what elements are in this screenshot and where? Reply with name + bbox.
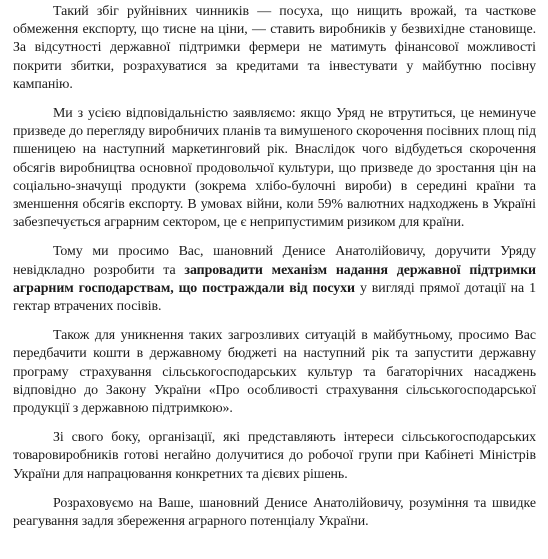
paragraph-closing: Розраховуємо на Вашe, шановний Денисе Анатолійовичу, розуміння та швидке реагування задля збереження аграрного потенціалу України.	[13, 495, 536, 530]
paragraph-drought-impact: Такий збіг руйнівних чинників — посуха, що нищить врожай, та часткове обмеження експорту, що тисне на ціни, — ставить виробників у безвихідне становище. За відсутності державної підтримки фермери не матимуть фінансової можливості покрити збитки, розрахуватися за кредитами та інвестувати у майбутню посівну кампанію.	[13, 4, 536, 92]
paragraph-request-support	[13, 243, 536, 316]
paragraph-working-group: Зі свого боку, організації, які представляють інтереси сільськогосподарських товаровиробників готові негайно долучитися до робочої групи при Кабінеті Міністрів України для напрацювання конкретних та дієвих рішень.	[13, 430, 536, 482]
request-text-start: Тому ми просимо Вас, шановний Денисе Анатолійовичу, доручити Уряду невідкладно розробити та	[13, 244, 536, 278]
paragraph-government-warning: Ми з усією відповідальністю заявляємо: якщо Уряд не втрутиться, це неминуче призведе до перегляду виробничих планів та вимушеного скорочення посівних площ під пшеницею на наступний маркетинговий рік. Внаслідок чого відбудеться скорочення обсягів виробництва основної продовольчої культури, що призведе до зростання цін на соціально-значущі продукти (зокрема хлібо-булочні вироби) в середині країни та зменшення обсягів експорту. В умовах війни, коли 59% валютних надходжень в Україні забезпечується аграрним сектором, це є неприпустимим ризиком для країни.	[13, 106, 536, 231]
request-text-end: у вигляді прямої дотації на 1 гектар втрачених посівів.	[13, 280, 536, 315]
paragraph-insurance-program: Також для уникнення таких загрозливих ситуацій в майбутньому, просимо Вас передбачити кошти в державному бюджеті на наступний рік та запустити державну програму страхування сільськогосподарських культур та багаторічних насаджень відповідно до Закону України «Про особливості страхування сільськогосподарської продукції з державною підтримкою».	[13, 328, 536, 417]
request-text-bold: запровадити механізм надання державної підтримки аграрним господарствам, що постраждали від посухи	[13, 262, 537, 296]
